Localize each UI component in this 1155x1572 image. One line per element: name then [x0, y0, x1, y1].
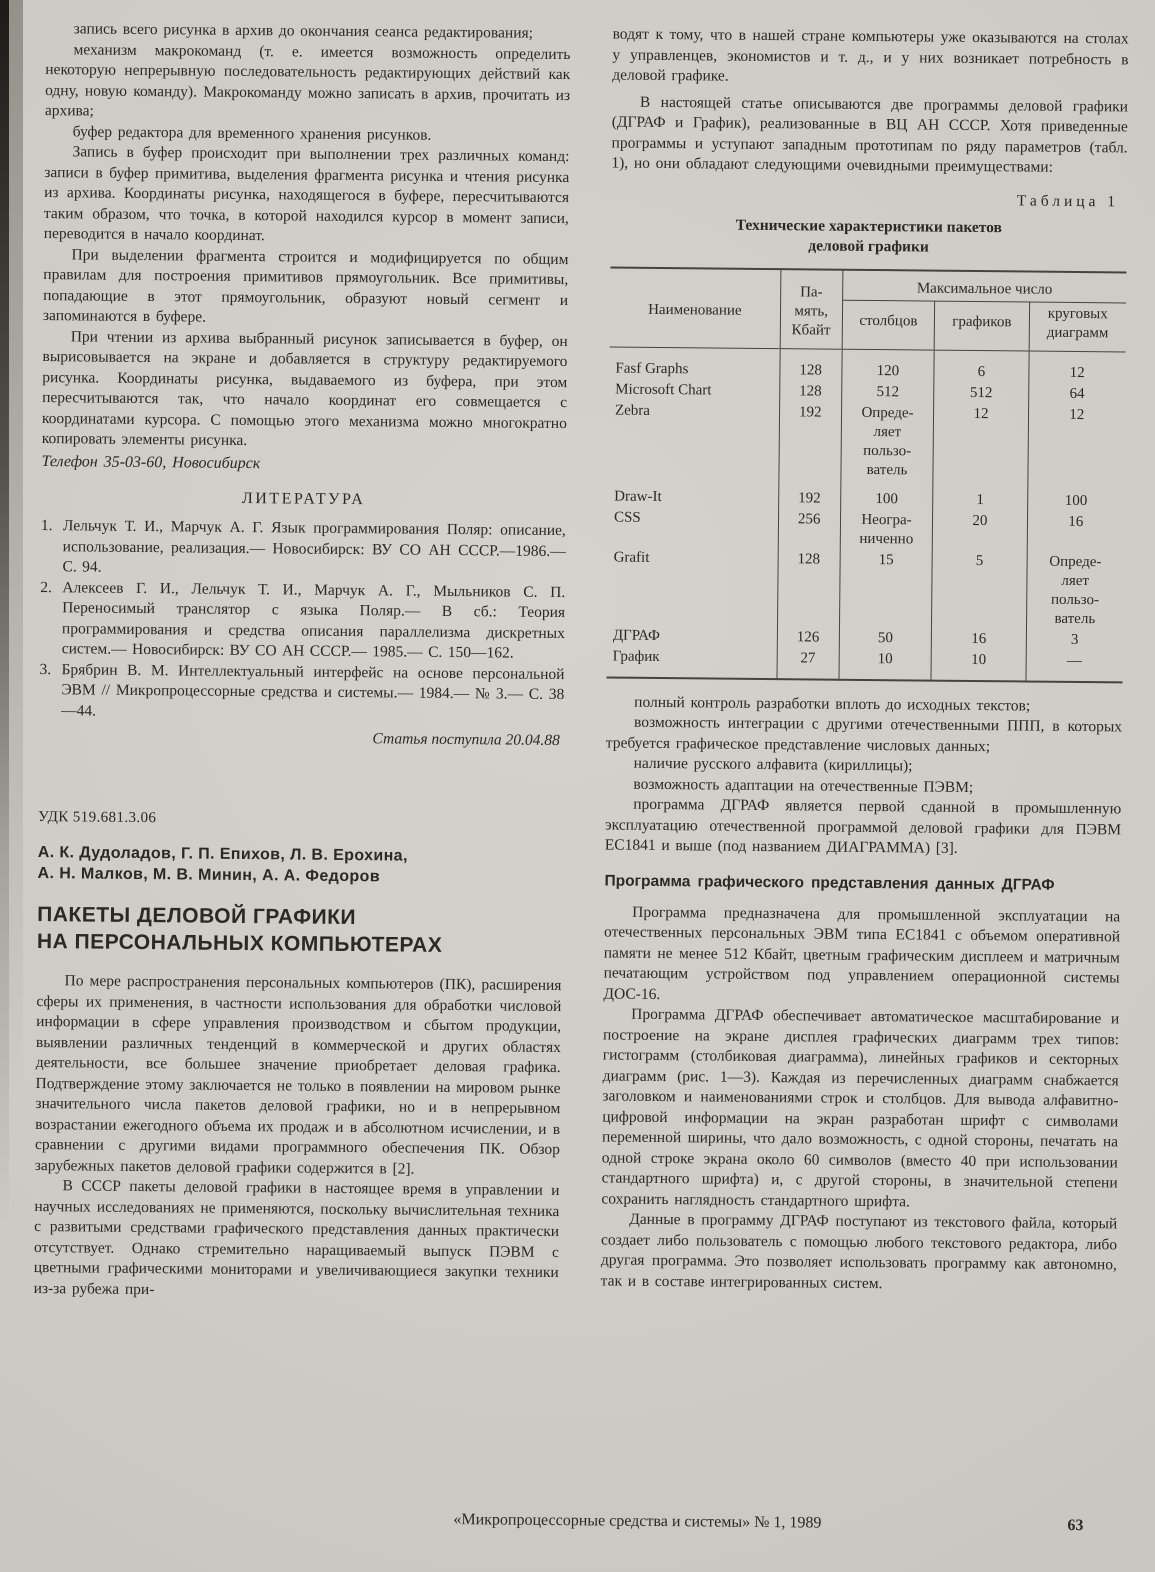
dgraf-paragraph: Программа предназначена для промышленной эксплуатации на отечественных персональных ЭВМ типа ЕС1841 с объемом оперативной памяти не менее 512 Кбайт, цветным графическим дисплеем и матричным печатающим устройством под управлением операционной системы ДОС-16. — [603, 903, 1121, 1003]
reference-item — [40, 578, 566, 665]
intro-paragraph: В СССР пакеты деловой графики в настоящее время в управлении и научных исследованиях не применяются, поскольку вычислительная техника с развитыми средствами графического представления данных практически отсутствует. Однако стремительно наращиваемый выпуск ПЭВМ с цветными графическими мониторами и увеличивающиеся закупки техники из-за рубежа при- — [33, 1177, 560, 1298]
paragraph-list-item: механизм макрокоманд (т. е. имеется возможность определить некоторую непрерывную последовательность редактирующих действий как одну, новую команду). Макрокоманду можно записать в архив, прочитать из архива; — [44, 40, 571, 120]
cell-memory: 128 — [780, 348, 842, 381]
cell-graphs: 5 — [932, 550, 1027, 629]
table-label: Таблица 1 — [1016, 191, 1120, 210]
cell-memory: 192 — [779, 402, 842, 481]
advantage-item: полный контроль разработки вплоть до исходных текстов; — [634, 693, 1031, 715]
paragraph-list-item: запись всего рисунка в архив до окончания сеанса редактирования; — [73, 20, 534, 42]
article-received-note: Статья поступила 20.04.88 — [372, 730, 560, 750]
contact-phone-line: Телефон 35-03-60, Новосибирск — [41, 452, 261, 472]
cell-columns: 50 — [839, 627, 932, 649]
cell-name: Fasf Graphs — [609, 346, 780, 380]
cell-memory: 27 — [777, 648, 839, 680]
dgraf-paragraph: Программа ДГРАФ обеспечивает автоматическое масштабирование и построение на экране дисплея графических диаграмм трех типов: гистограмм (столбиковая диаграмма), линейных графиков и секторных диаграмм (рис. 1—3). Каждая из перечисленных диаграмм снабжается заголовком и наименованиями строк и столбцов. Для вывода алфавитно-цифровой информации на экран разработан шрифт с символами переменной ширины, что дало возможность, с одной стороны, печатать на одной строке экрана около 60 символов (вместо 40 при использовании стандартного шрифта) и, с другой стороны, в значительной степени сохранить наглядность стандартного шрифта. — [601, 1005, 1120, 1210]
column-header-name: Наименование — [610, 267, 781, 348]
article-title-line: НА ПЕРСОНАЛЬНЫХ КОМПЬЮТЕРАХ — [36, 930, 443, 957]
packages-spec-table — [606, 266, 1126, 683]
table-row — [609, 346, 1125, 383]
dgraf-paragraph: Данные в программу ДГРАФ поступают из текстового файла, который создает либо пользователь с помощью любого текстового редактора, либо другая программа. Это позволяет использовать программу как автономно, так и в составе интегрированных систем. — [600, 1210, 1118, 1292]
cell-name: Draw-It — [608, 478, 779, 509]
table-row — [606, 646, 1122, 682]
paragraph: В настоящей статье описываются две программы деловой графики (ДГРАФ и График), реализованные в ВЦ АН СССР. Хотя приведенные программы и уступают западным прототипам по ряду параметров (табл. 1), но они обладают следующими очевидными преимуществами: — [611, 93, 1129, 176]
table-row — [607, 547, 1124, 630]
cell-pie: 64 — [1069, 385, 1085, 402]
reference-text: Лельчук Т. И., Марчук А. Г. Язык программирования Поляр: описание, использование, реализация.— Новосибирск: ВУ СО АН СССР.—1986.—С. 94. — [62, 517, 566, 576]
cell-columns: 512 — [841, 381, 934, 403]
cell-name: Microsoft Chart — [609, 379, 779, 402]
advantage-item: наличие русского алфавита (кириллицы); — [633, 754, 913, 775]
article-title-line: ПАКЕТЫ ДЕЛОВОЙ ГРАФИКИ — [37, 903, 357, 930]
journal-issue-label: «Микропроцессорные средства и системы» № 1, 1989 — [453, 1511, 822, 1532]
table-row — [608, 507, 1124, 552]
article-title — [37, 901, 562, 960]
cell-pie: 16 — [1068, 513, 1084, 530]
cell-pie: Опреде- ляет пользо- ватель — [1049, 553, 1102, 627]
page-footer — [453, 1511, 1101, 1535]
paragraph: При выделении фрагмента строится и модифицируется по общим правилам для построения примитивов прямоугольник. Все примитивы, попадающие в этот прямоугольник, образуют новый сегмент и запоминаются в буфере. — [42, 245, 569, 326]
cell-columns: Неогра- ниченно — [840, 509, 933, 550]
cell-graphs: 6 — [934, 350, 1029, 383]
cell-graphs: 20 — [933, 510, 1028, 551]
column-group-header-max: Максимальное число — [842, 269, 1126, 302]
reference-text: Брябрин В. М. Интеллектуальный интерфейс на основе персональной ЭВМ // Микропроцессорные средства и системы.— 1984.— № 3.— С. 38—44. — [61, 660, 565, 720]
column-header-graphs: графиков — [934, 301, 1029, 351]
literature-heading: ЛИТЕРАТУРА — [241, 489, 366, 509]
cell-graphs: 16 — [932, 628, 1026, 650]
left-column — [34, 19, 571, 1304]
paragraph: Запись в буфер происходит при выполнении трех различных команд: записи в буфер примитива, выделения фрагмента рисунка и чтения рисунка из архива. Координаты рисунка, находящегося в буфере, пересчитываются таким образом, что точка, в которой находился курсор в момент записи, переводится в начало координат. — [43, 143, 570, 245]
udk-code: УДК 519.681.3.06 — [38, 809, 157, 827]
advantage-item: программа ДГРАФ является первой сданной в промышленную эксплуатацию отечественной программой деловой графики для ПЭВМ ЕС1841 и выше (под названием ДИАГРАММА) [3]. — [604, 795, 1122, 857]
reference-number: 1. — [40, 517, 53, 535]
section-heading-dgraf: Программа графического представления данных ДГРАФ — [604, 871, 1055, 894]
right-column — [600, 25, 1128, 1310]
cell-name: ДГРАФ — [607, 625, 777, 648]
cell-columns: Опреде- ляет пользо- ватель — [841, 402, 934, 481]
cell-graphs: 10 — [931, 649, 1026, 681]
cell-columns: 10 — [839, 648, 932, 680]
cell-graphs: 12 — [933, 403, 1028, 482]
table-body — [606, 346, 1125, 681]
table-header — [610, 267, 1127, 351]
cell-memory: 128 — [777, 549, 840, 628]
cell-columns: 100 — [840, 480, 933, 510]
column-header-memory: Па- мять, Кбайт — [780, 269, 843, 349]
table-row — [608, 400, 1125, 483]
cell-pie: — — [1066, 652, 1083, 669]
table-title-line: Технические характеристики пакетов — [735, 216, 1003, 236]
cell-memory: 126 — [777, 627, 839, 649]
intro-paragraph: По мере распространения персональных компьютеров (ПК), расширения сферы их применения, в частности использования для обработки числовой информации в сфере управления производством и сбытом продукции, выявлении различных тенденций в коммерческой и других областях деятельности, все большее значение приобретает деловая графика. Подтверждение этому заключается не только в появлении на мировом рынке значительного числа пакетов деловой графики, но и в непрерывном возрастании ежегодного объема их продаж и в абсолютном исчислении, и в сравнении с другими видами программного обеспечения ПК. Обзор зарубежных пакетов деловой графики содержится в [2]. — [34, 972, 562, 1178]
cell-pie: 12 — [1069, 406, 1085, 423]
cell-columns: 120 — [842, 349, 935, 382]
cell-graphs: 1 — [933, 481, 1027, 511]
cell-name: Zebra — [608, 400, 779, 480]
table-title — [611, 214, 1127, 259]
cell-memory: 128 — [779, 381, 841, 403]
reference-item — [40, 516, 566, 583]
reference-item — [39, 660, 565, 727]
paragraph-list-item: буфер редактора для временного хранения рисунков. — [72, 122, 432, 144]
reference-number: 2. — [40, 578, 53, 596]
advantage-item: возможность интеграции с другими отечественными ППП, в которых требуется графическое представление числовых данных; — [605, 713, 1123, 755]
cell-pie: 3 — [1070, 631, 1079, 648]
cell-columns: 15 — [839, 549, 932, 628]
cell-name: График — [606, 646, 777, 679]
cell-pie: 100 — [1064, 492, 1088, 509]
advantage-item: возможность адаптации на отечественные ПЭВМ; — [633, 775, 974, 796]
paragraph: При чтении из архива выбранный рисунок записывается в буфер, он вырисовывается на экране и добавляется в структуру редактируемого рисунка. Координаты рисунка, выдаваемого из буфера, при этом пересчитываются так, что начало координат его совмещается с координатами курсора. С помощью этого механизма можно многократно копировать элементы рисунка. — [41, 327, 568, 450]
cell-name: CSS — [608, 507, 779, 549]
table-title-line: деловой графики — [808, 236, 929, 256]
column-header-columns: столбцов — [842, 300, 935, 350]
reference-number: 3. — [39, 660, 52, 678]
reference-text: Алексеев Г. И., Лельчук Т. И., Марчук А. Г., Мыльников С. П. Переносимый транслятор с языка Поляр.— В сб.: Теория программирования и средства описания параллелизма дискретных систем.— Новосибирск: ВУ СО АН СССР.— 1985.— С. 150—162. — [61, 578, 566, 662]
authors-block — [37, 842, 562, 889]
column-header-pie: круговых диаграмм — [1046, 305, 1109, 341]
authors-line: А. Н. Малков, М. В. Минин, А. А. Федоров — [37, 865, 381, 886]
cell-graphs: 512 — [934, 382, 1028, 404]
cell-pie: 12 — [1069, 364, 1085, 381]
page-number: 63 — [1067, 1516, 1084, 1535]
continued-paragraph: водят к тому, что в нашей стране компьютеры уже оказываются на столах у управленцев, экономистов и т. д., и у них возникает потребность в деловой графике. — [612, 25, 1129, 85]
authors-line: А. К. Дудоладов, Г. П. Епихов, Л. В. Ерохина, — [37, 844, 408, 865]
cell-memory: 256 — [778, 509, 840, 550]
cell-name: Grafit — [607, 547, 778, 627]
cell-memory: 192 — [778, 480, 840, 510]
